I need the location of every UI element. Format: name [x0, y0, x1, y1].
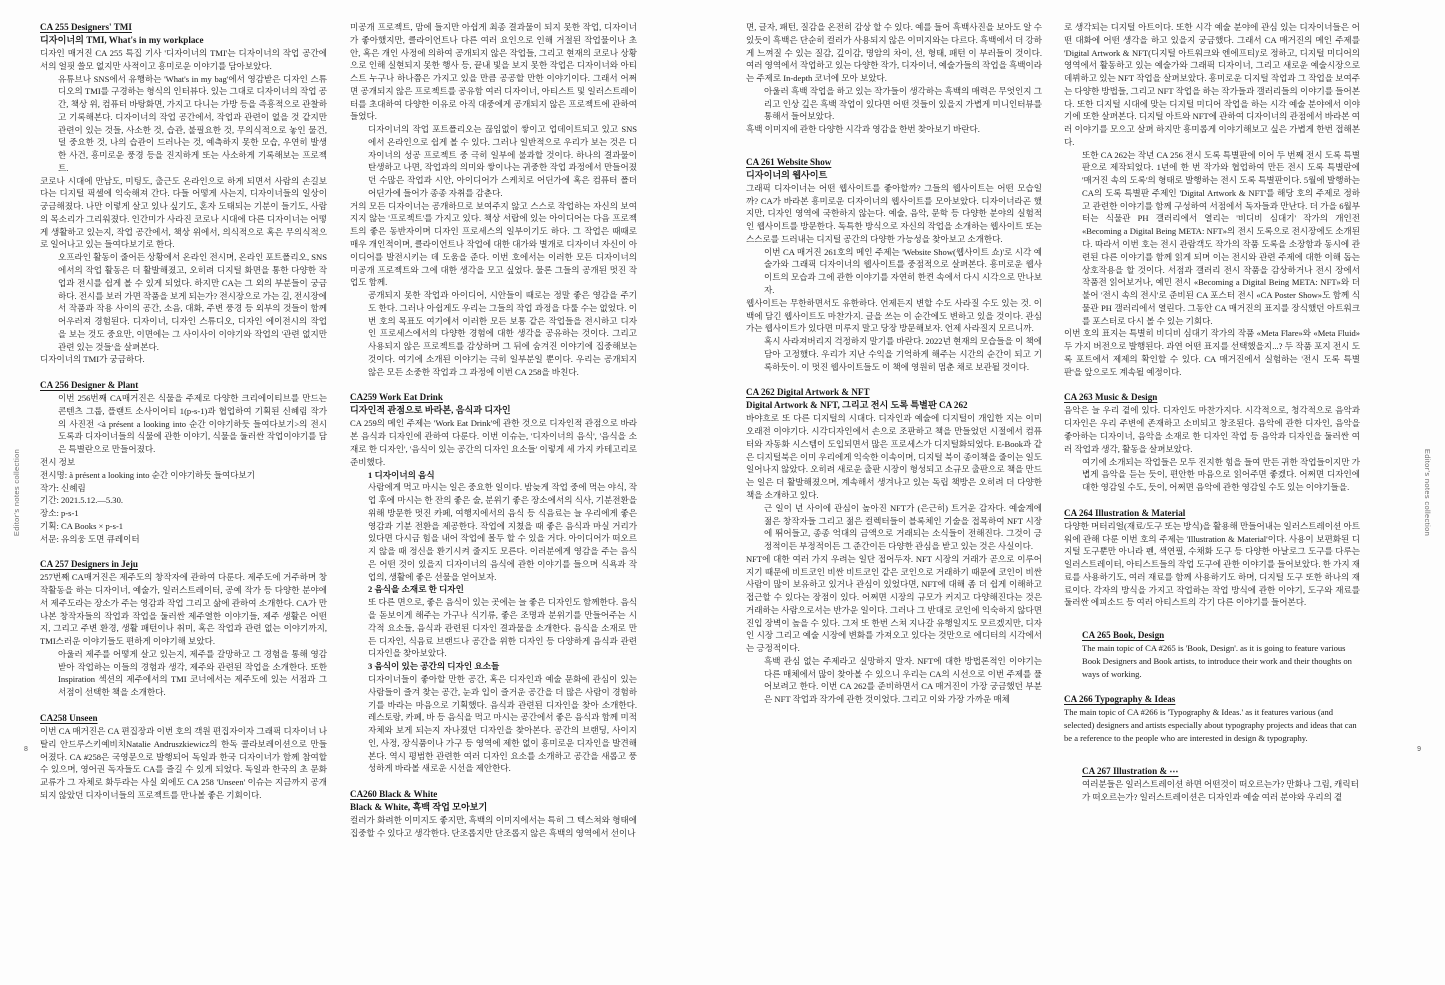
- running-label-right-text: Editor's notes collection: [1423, 448, 1433, 537]
- section-ca258-continued: [350, 21, 637, 378]
- section-ca258: [40, 712, 327, 802]
- spacer: [40, 699, 327, 712]
- page-verso: [0, 0, 722, 985]
- ca263-paragraph-2: 여기에 소개되는 작업들은 모두 진지한 힘을 들여 만든 귀한 작업들이지만 가볍게 음악을 듣는 듯이, 편안한 마음으로 읽어주면 좋겠다. 어쩌면 디자인에 대한 영감일 수도, 듯이, 어쩌면 음악에 관한 영감일 수도 있는 이야기들을.: [1082, 456, 1360, 493]
- spacer: [746, 136, 1042, 156]
- ca255-subheading: 디자이너의 TMI, What's in my workplace: [40, 35, 204, 45]
- ca256-exhibition-info-1: 전시명: à présent a looking into 순간 이야기하듯 들여다보기: [40, 469, 255, 480]
- folio-left: 8: [24, 746, 28, 753]
- ca255-paragraph-4: 오프라인 활동이 줄어든 상황에서 온라인 전시며, 온라인 포트폴리오, SNS에서의 작업 활동은 더 활발해졌고, 오히려 디지털 화면을 통한 다양한 작업과 전시를 쉽게 볼 수 있게 되었다. 하지만 CA는 그 외의 부분들이 궁금하다. 전시를 보러 가면 작품을 보게 되는가? 전시장으로 가는 길, 전시장에서 작품과 작용 사이의 공간, 소음, 대화, 주변 풍경 등 외부의 것들이 함께 어우러져 경험된다. 디자이너, 디자인 스튜디오, 디자인 에이전시의 작업을 보는 것도 중요만, 이면에는 그 사이사이 이야기와 작업의 '관련 없지만 관련 있는 것들'을 살펴본다.: [58, 252, 327, 352]
- ca264-heading: CA 264 Illustration & Material: [1064, 507, 1186, 518]
- ca259-item-3-heading: 3 음식이 있는 공간의 디자인 요소들: [368, 661, 500, 672]
- column-2: [350, 21, 660, 967]
- spacer: [746, 373, 1042, 386]
- section-ca264: [1064, 507, 1360, 609]
- ca255-heading: CA 255 Designers' TMI: [40, 22, 132, 32]
- ca263-heading: CA 263 Music & Design: [1064, 392, 1158, 403]
- folio-right: 9: [1417, 746, 1421, 753]
- ca259-paragraph-1: CA 259의 메인 주제는 'Work Eat Drink'에 관한 것으로 디자인적 관점으로 바라본 음식과 디자인에 관하여 다룬다. 이번 이슈는, '디자이너의 음식', '음식을 소재로 한 디자인', '음식이 있는 공간의 디자인 요소들' 이렇게 세 가지 카테고리로 준비했다.: [350, 418, 637, 467]
- ca262-paragraph-4: 흑백 관심 없는 주제라고 실망하지 말자. NFT에 대한 방법론적인 이야기는 다른 매체에서 많이 찾아볼 수 있으니 우리는 CA의 시선으로 이번 주제를 풀어보려고 한다. 이번 CA 262를 준비하면서 CA 매거진이 가장 궁금했던 부분은 NFT 작업과 작가에 관한 것이었다. 그리고 이와 가장 가까운 매체: [764, 655, 1042, 705]
- spacer: [40, 366, 327, 379]
- ca257-paragraph-1: 257번째 CA매거진은 제주도의 창작자에 관하여 다룬다. 제주도에 거주하며 창작활동을 하는 디자이너, 예술가, 일러스트레이터, 공예 작가 등 다양한 분야에서 제주도라는 장소가 주는 영감과 작업 그리고 삶에 관하여 소개한다. CA가 만나본 창작자들의 작업과 작업을 둘러싼 제주열한 이야기들, 제주 생활은 어떤지, 그리고 주변 환경, 생활 패턴이나 취미, 혹은 작업과 관련 없는 이야기까지, TMI스러운 이야기들도 편하게 이야기해 보았다.: [40, 572, 327, 647]
- ca260-paragraph-1: 컬러가 화려한 이미지도 좋지만, 흑백의 이미지에서는 특히 그 텍스쳐와 형태에 집중할 수 있다고 생각한다. 단조롭지만 단조롭지 않은 흑백의 영역에서 선이나: [350, 815, 637, 838]
- ca256-exhibition-info-0: 전시 정보: [40, 456, 76, 467]
- ca257-paragraph-2: 아울러 제주를 어떻게 살고 있는지, 제주를 갈망하고 그 경험을 통해 영감 받아 작업하는 이들의 경험과 생각, 제주와 관련된 작업을 소개한다. 또한 Inspiration 섹션의 제주에서의 TMI 코너에서는 제주도에 있는 서점과 그 서점이 선택한 책을 소개한다.: [58, 648, 327, 698]
- ca262-paragraph-1: 바야흐로 또 다른 디지털의 시대다. 디자인과 예술에 디지털이 개입한 지는 이미 오래전 이야기다. 시각디자인에서 손으로 조판하고 책을 만들었던 시절에서 컴퓨터와 자동화 시스템이 도입되면서 많은 프로세스가 디지털화되었다. E-Book과 같은 디지털북은 이미 우리에게 익숙한 이속이며, 디지털 북이 종이책을 줄이는 일도 일어나지 않았다. 오히려 새로운 출판 시장이 형성되고 소규모 출판으로 책을 만드는 일은 더 활발해졌으며, 계속해서 생겨나고 있는 독립 책방은 오히려 더 다양한 책을 소개하고 있다.: [746, 413, 1042, 500]
- ca260-continued-paragraph-1: 면, 글자, 패턴, 질감을 온전히 감상 할 수 있다. 예를 들어 흑백사진을 보아도 알 수 있듯이 흑백은 단순히 컬러가 사용되지 않은 이미지와는 다르다. 흑백에서 더 강하게 느껴질 수 있는 질감, 깊이감, 명암의 차이, 선, 형태, 패턴 이 부러들이 것이다. 여러 영역에서 작업하고 있는 다양한 작가, 디자이너, 예술가들의 작업을 흑백이라는 주제로 In-depth 코너에 모아 보았다.: [746, 22, 1042, 84]
- ca259-subheading: 디자인적 관점으로 바라본, 음식과 디자인: [350, 405, 511, 416]
- ca263-paragraph-1: 음악은 늘 우리 곁에 있다. 디자인도 마찬가지다. 시각적으로, 청각적으로 음악과 디자인은 우리 주변에 존재하고 소비되고 창조된다. 음악에 관한 디자인, 음악을 좋아하는 디자이너, 음악을 소재로 한 디자인 작업 등 음악과 디자인을 둘러싼 여러 작업과 생각, 활동을 살펴보았다.: [1064, 405, 1360, 454]
- ca262-continued-paragraph-1: 로 생각되는 디지털 아트이다. 또한 시각 예술 분야에 관심 있는 디자이너들은 어떤 대화에 어떤 생각을 하고 있을지 궁금했다. 그래서 CA 매거진의 메인 주제를 'Digital Artwork & NFT(디지털 아트워크와 엔에프티)'로 정하고, 디지털 미디어의 영역에서 활동하고 있는 예술가와 그래픽 디자이너, 그리고 새로운 예술시장으로 데뷔하고 있는 NFT 작업을 살펴보았다. 흥미로운 디지털 작업과 그 작업을 보여주는 다양한 방법들, 그리고 NFT 작업을 하는 작가들과 갤러리들의 이야기를 들어본다. 또한 디지털 시대에 맞는 디지털 미디어 작업을 하는 시각 예술 분야에서 이야기에 또한 살펴본다. 디지털 아트와 NFT에 관하여 디자이너의 관점에서 바라본 여러 이야기를 모으고 살펴 하지만 흥미롭게 이야기해보고 싶은 가볍게 한번 접해본다.: [1064, 22, 1360, 147]
- ca258-paragraph-1: 이번 CA 매거진은 CA 편집장과 이번 호의 객원 편집자이자 그래픽 디자이너 나탈리 안드루스키예비치Natalie Andruszkiewicz의 한독 콜라보레이션으로 만들어졌다. CA #258은 국영문으로 발행되어 독일과 한국 디자이너가 함께 참여할 수 있으며, 영어권 독자들도 CA를 즐길 수 있게 되었다. 독일과 한국의 초 문화 교류가 그 자체로 화두라는 사실 외에도 CA 258 'Unseen' 이슈는 지금까지 공개되지 않았던 디자이너들의 프로젝트를 만나볼 좋은 기회이다.: [40, 725, 327, 800]
- ca259-item-2-heading: 2 음식을 소재로 한 디자인: [368, 584, 464, 595]
- ca258-continued-paragraph-1: 미공개 프로젝트, 맘에 들지만 아쉽게 최종 결과물이 되지 못한 작업, 디자이너가 좋아했지만, 클라이언트나 다른 여러 요인으로 인해 거절된 작업물이나 초안, 혹은 개인 사정에 의하여 공개되지 않은 작업들, 그리고 현재의 코로나 상황으로 인해 실현되지 못한 행사 등, 끝내 빛을 보지 못한 작업은 디자이너와 아티스트 누구나 하나쯤은 가지고 있을 만큼 공공할 만한 이야기이다. 그래서 어쩌면 공개되지 않은 프로젝트를 공유함 여러 디자이너, 아티스트 및 일러스트레이터를 초대하여 다양한 이유로 아직 대중에게 공개되지 않은 프로젝트에 관하여 들었다.: [350, 22, 637, 122]
- section-ca262: [746, 386, 1042, 706]
- ca256-heading: CA 256 Designer & Plant: [40, 380, 139, 391]
- section-ca267: [1064, 765, 1360, 804]
- ca261-paragraph-1: 그래픽 디자이너는 어떤 웹사이트를 좋아할까? 그들의 웹사이트는 어떤 모습일까? CA가 바라본 흥미로운 디자이너의 웹사이트를 모아보았다. 디자이너라곤 했지만, 디자인 영역에 국한하지 않는다. 예술, 음악, 문학 등 다양한 분야의 실험적인 웹사이트를 방문한다. 독특한 방식으로 자신의 작업을 소개하는 웹사이트 또는 스스로를 드러내는 디지털 공간의 다양한 가능성을 찾아보고 소개한다.: [746, 182, 1042, 244]
- ca260-continued-paragraph-2: 아울러 흑백 작업을 하고 있는 작가들이 생각하는 흑백의 매력은 무엇인지 그리고 인상 깊은 흑백 작업이 있다면 어떤 것들이 있을지 가볍게 미니인터뷰를 통해서 들어보았다.: [764, 85, 1042, 122]
- ca261-subheading: 디자이너의 웹사이트: [746, 169, 828, 180]
- ca260-subheading: Black & White, 흑백 작업 모아보기: [350, 802, 488, 813]
- section-ca256: [40, 379, 327, 545]
- section-ca261: [746, 156, 1042, 373]
- ca267-heading: CA 267 Illustration & ⋯: [1082, 765, 1179, 776]
- page-recto: [722, 0, 1445, 985]
- spacer: [1064, 609, 1360, 629]
- ca262-continued-paragraph-2: 또한 CA 262는 작년 CA 256 전시 도록 특별판에 이어 두 번째 전시 도록 특별판으로 제작되었다. 1년에 한 번 작가와 협업하여 만든 전시 도록 특별란에 '매거진 속의 도록'의 형태로 발행하는 전시 도록 특별판이다. 5월에 발행하는 CA의 도록 특별판 주제인 'Digital Artwork & NFT'를 해당 호의 주제로 정하고 관련한 이야기를 함께 구성하여 서점에서 독자들과 만난다. 더 가을 6월부터는 식물관 PH 갤러리에서 열리는 '비디비 심대기' 작가의 개인전 «Becoming a Digital Being META: NFT»의 전시 도록으로 전시장에도 소개된다. 따라서 이번 호는 전시 관람객도 작가의 작품 도록을 소장함과 동시에 관련된 다른 이야기를 함께 읽게 되며 이는 전시와 관련 주제에 대한 이해 돕는 상호작용을 할 것이다. 서점과 갤러리 전시 작품을 감상하거나 전시 장에서 작품전 읽어보거나, 예민 전시 «Becoming a Digital Being META: NFT»와 더불어 '전시 속의 전시'로 준비된 CA 포스터 전시 «CA Poster Show»도 함께 식물관 PH 갤러리에서 열린다. 그동안 CA 매거진의 표지를 장식했던 아트워크를 포스터로 다시 볼 수 있는 기회다.: [1082, 149, 1360, 326]
- ca260-continued-paragraph-3: 흑백 이미지에 관한 다양한 시각과 영감을 한번 찾아보기 바란다.: [746, 124, 980, 135]
- ca262-subheading: Digital Artwork & NFT, 그리고 전시 도록 특별판 CA 262: [746, 400, 968, 411]
- spacer: [1064, 378, 1360, 391]
- ca255-paragraph-2: 유튜브나 SNS에서 유행하는 'What's in my bag'에서 영감받은 디자인 스튜디오의 TMI를 구경하는 형식의 인터뷰다. 있는 그대로 디자이너의 작업 공간, 책상 위, 컴퓨터 바탕화면, 가지고 다니는 가방 등을 즉흥적으로 관찰하고 기록해본다. 디자이너의 작업 공간에서, 작업과 관련이 없을 것 같지만 관련이 있는 것들, 사소한 것, 습관, 불필요한 것, 무의식적으로 놓인 물건, 덜 중요한 것, 나의 습관이 드러나는 것, 예측하지 못한 모습, 우연히 발생한 사건, 흥미로운 풍경 등을 진지하게 또는 사소하게 기록해보는 프로젝트.: [58, 73, 327, 173]
- ca255-paragraph-3: 코로나 시대에 만남도, 미팅도, 출근도 온라인으로 하게 되면서 사람의 손길보다는 디지털 픽셀에 익숙해져 간다. 다들 어떻게 사는지, 디자이너들의 일상이 궁금해졌다. 나만 이렇게 살고 있나 싶기도, 혼자 도태되는 기분이 들기도, 사람의 목소리가 그리워졌다. 인간미가 사라진 코로나 시대에 다른 디자이너는 어떻게 생활하고 있는지, 작업 공간에서, 책상 위에서, 의식적으로 혹은 무의식적으로 일어나고 있는 들여다보기로 한다.: [40, 175, 327, 250]
- ca256-exhibition-info-3: 기간: 2021.5.12.—5.30.: [40, 495, 123, 506]
- ca255-paragraph-1: 디자인 매거진 CA 255 특집 기사 '디자이너의 TMI'는 디자이너의 작업 공간에서의 얼핏 쓸모 없지만 사적이고 흥미로운 이야기를 담아보았다.: [40, 48, 327, 71]
- section-ca262-continued: [1064, 21, 1360, 378]
- spacer: [40, 545, 327, 558]
- ca256-exhibition-info-2: 작가: 신혜림: [40, 482, 86, 493]
- spacer: [350, 378, 637, 391]
- ca262-heading: CA 262 Digital Artwork & NFT: [746, 387, 870, 398]
- spacer: [1064, 494, 1360, 507]
- column-4: [1064, 21, 1382, 967]
- ca264-paragraph-1: 다양한 머터리얼(재료/도구 또는 방식)을 활용해 만들어내는 일러스트레이션 아트워에 관해 다룬 이번 호의 주제는 'Illustration & Material'이다. 사용이 보편화된 디지털 도구뿐만 아니라 펜, 색연필, 수채화 도구 등 다양한 아날로그 도구를 다루는 일러스트레이터, 아티스트들의 작업 도구에 관한 이야기를 들어보았다. 한 가지 재료를 사용하기도, 여러 재료를 함께 사용하기도 하며, 디지털 도구 또한 하나의 재료이다. 각자의 방식을 가지고 작업하는 작업 방식에 관한 이야기, 도구와 재료를 둘러싼 에피소드 등 여러 아티스트의 각기 다른 이야기를 들어본다.: [1064, 520, 1360, 608]
- column-3: [746, 21, 1064, 967]
- section-ca260: [350, 788, 637, 840]
- ca256-exhibition-info-6: 서문: 유의웅 도면 큐레이터: [40, 533, 140, 544]
- section-ca260-continued: [746, 21, 1042, 136]
- ca267-paragraph-1: 여러분들은 일러스트레이션 하면 어떤것이 떠오르는가? 만화나 그림, 캐릭터가 떠오르는가? 일러스트레이션은 디자인과 예술 여러 분야와 우리의 곁: [1082, 778, 1359, 802]
- section-ca266: [1064, 693, 1360, 744]
- section-ca257: [40, 558, 327, 699]
- spacer: [1064, 745, 1360, 765]
- ca255-paragraph-5: 디자이너의 TMI가 궁금하다.: [40, 354, 145, 365]
- ca256-paragraph-1: 이번 256번째 CA매거진은 식물을 주제로 다양한 크리에이티브를 만드는 콘텐츠 그룹, 플랜트 소사이어티 1(p-s-1)과 협업하여 기획된 신혜림 작가의 사진전 <à présent a looking into 순간 이야기하듯 들여다보기>의 전시 도록과 디자이너들의 식물에 관한 이야기, 식물을 둘러싼 작업이야기를 담은 특별란으로 만들어졌다.: [58, 393, 327, 455]
- ca257-heading: CA 257 Designers in Jeju: [40, 559, 138, 570]
- column-1: [40, 21, 350, 967]
- ca258-continued-paragraph-3: 거의 모든 디자이너는 공개하므로 보여주지 않고 스스로 작업하는 자신의 보여지지 않는 '프로젝트'를 가지고 있다. 책상 서랍에 있는 아이디어는 다음 프로젝트의 좋은 동반자이며 디자인 프로세스의 일부이기도 하다. 그 작업은 때때로 매우 개인적이며, 클라이언트나 작업에 대한 대가와 별개로 디자이너 자신이 아이디어를 발전시키는 데 도움을 준다. 이번 호에서는 이러한 모든 디자이너의 미공개 프로젝트와 그에 대한 생각을 모고 싶었다. 물론 그들의 공개된 멋진 작업도 함께.: [350, 200, 637, 288]
- ca261-heading: CA 261 Website Show: [746, 156, 832, 167]
- ca259-heading: CA259 Work Eat Drink: [350, 392, 443, 403]
- section-ca265: [1064, 629, 1360, 680]
- ca259-item-1-heading: 1 디자이너의 음식: [368, 469, 435, 480]
- ca261-paragraph-3: 웹사이트는 무한하면서도 유한하다. 언제든지 변할 수도 사라질 수도 있는 것. 이 백에 담긴 웹사이트도 마찬가지. 글을 쓰는 이 순간에도 변하고 있을 것이다. 관심 가는 웹사이트가 있다면 미루지 말고 당장 방문해보자. 언제 사라질지 모르니까.: [746, 297, 1042, 334]
- ca262-paragraph-3: NFT에 대한 여러 가지 우려는 일단 접어두자. NFT 시장의 거래가 곧으로 이루어지기 때문에 비트코인 비싼 비트코인 같은 코인으로 거래하기 때문에 코인이 비싼 사람이 많이 보유하고 있거나 관심이 있었다면, NFT에 대해 좀 더 쉽게 이해하고 접근할 수 있다는 장점이 있다. 어쩌면 시장의 규모가 커지고 다양해진다는 것은 거래하는 사람으로서는 반가운 일이다. 그러나 그 반대로 코인에 익숙하지 않다면 진입 장벽이 높을 수 있다. 그저 또 한번 스쳐 지나갈 유행일지도 모르겠지만, 디자인 시장 그리고 예술 시장에 변화를 가져오고 있다는 것만으로 에디터의 시각에서는 긍정적이다.: [746, 553, 1042, 654]
- ca258-continued-paragraph-4: 공개되지 못한 작업과 아이디어, 시안들이 때로는 정말 좋은 영감을 주기도 한다. 그러나 아쉽게도 우리는 그들의 작업 과정을 다룰 수는 없었다. 이번 호의 목표도 여기에서 이러한 모든 보통 같은 작업들을 전시하고 디자인 프로세스에서의 다양한 경험에 대한 생각을 공유하는 것이다. 그리고 사용되지 않은 프로젝트를 감상하며 그 뒤에 숨겨진 이야기에 집중해보는 것이다. 여기에 소개된 이야기는 극히 일부분일 뿐이다. 우리는 공개되지 않은 모든 소중한 작업과 그 과정에 이번 CA 258을 바친다.: [368, 290, 637, 377]
- ca258-continued-paragraph-2: 디자이너의 작업 포트폴리오는 끊임없이 쌓이고 업데이트되고 있고 SNS에서 온라인으로 쉽게 볼 수 있다. 그러나 일반적으로 우리가 보는 것은 디자이너의 성공 프로젝트 중 극히 일부에 불과할 것이다. 하나의 결과물이 탄생하고 나면, 작업과의 의미와 쌓이나는 귀중한 작업 과정에서 만들어졌던 수많은 작업과 시안, 아이디어가 스케치로 어딘가에 혹은 컴퓨터 폴더 어딘가에 들어가 종종 자취를 감춘다.: [368, 124, 637, 198]
- ca262-paragraph-2: 근 일이 년 사이에 관심이 높아진 NFT가 (은근히) 트거운 감자다. 예술계에 젊은 창작자들 그리고 젊은 컬렉터들이 블록체인 기술을 접목하여 NFT 시장에 뛰어들고, 종종 억대의 금액으로 거래되는 소식들이 전해진다. 그것이 긍정적이든 부정적이든 그 준간이든 다양한 관심을 받고 있는 것은 사실이다.: [764, 502, 1042, 552]
- ca262-continued-paragraph-3: 이번 호의 표지는 특별히 비디비 심대기 작가의 작품 «Meta Flare»와 «Meta Fluid» 두 가지 버전으로 발행된다. 과연 어떤 표지를 선택했을지...? 두 작품 포지 전시 도록 포트에서 제제의 확인할 수 있다. CA 매거진에서 실험하는 '전시 도록 특별판'을 앞으로도 계속될 예정이다.: [1064, 328, 1360, 377]
- running-label-left-text: Editor's notes collection: [12, 448, 22, 537]
- ca259-item-1-paragraph: 사람에게 먹고 마시는 일은 중요한 일이다. 밤늦게 작업 중에 먹는 야식, 작업 후에 마시는 한 잔의 좋은 술, 분위기 좋은 장소에서의 식사, 기분전환을 위해 방문한 멋진 카페, 여행지에서의 음식 등 식음료는 늘 우리에게 좋은 영감과 기분 전환을 제공한다. 작업에 지쳤을 때 좋은 음식과 마실 거리가 있다면 다시금 힘을 내어 작업에 몰두 할 수 있을 거다. 아이디어가 떠오르지 않을 때 정신을 환기시켜 줄지도 모른다. 이러분에게 영감을 주는 음식은 어떤 것이 있을지 디자이너의 음식에 관한 이야기를 들으며 식욕과 작업의, 생활에 좋은 선물을 얻어보자.: [368, 482, 637, 582]
- ca265-paragraph-1: The main topic of CA #265 is 'Book, Design'. as it is going to feature various Book Designers and Book artists, to introduce their work and their thoughts on ways of working.: [1082, 643, 1352, 679]
- section-ca255: [40, 21, 327, 366]
- spacer: [350, 775, 637, 788]
- ca266-paragraph-1: The main topic of CA #266 is 'Typography & Ideas.' as it features various (and selected) designers and artists especially about typography projects and ideas that can be a reference to the people who are interested in design & typography.: [1064, 707, 1357, 743]
- section-ca263: [1064, 391, 1360, 493]
- ca261-paragraph-2: 이번 CA 매거진 261호의 메인 주제는 'Website Show(웹사이트 쇼)'로 시각 예술가와 그래픽 디자이너의 웹사이트를 중점적으로 살펴본다. 흥미로운 웹사이트의 모습과 그에 관한 이야기를 자연히 한켠 속에서 다시 시각으로 만나보자.: [764, 246, 1042, 296]
- ca256-exhibition-info-5: 기획: CA Books × p-s-1: [40, 520, 124, 531]
- ca256-exhibition-info-4: 장소: p-s-1: [40, 508, 79, 519]
- ca260-heading: CA260 Black & White: [350, 789, 438, 800]
- ca258-heading: CA258 Unseen: [40, 712, 98, 723]
- ca261-paragraph-4: 혹시 사라져버리지 걱정하지 말기를 바란다. 2022년 현재의 모습들을 이 책에 담아 고정했다. 우리가 지난 수익을 기억하게 해주는 시간의 순간이 되고 기록하듯이. 이 멋진 웹사이트들도 이 책에 영원히 멈춘 채로 보관될 것이다.: [764, 336, 1042, 372]
- section-ca259: [350, 391, 637, 775]
- ca259-item-3-paragraph: 디자이너들이 좋아할 만한 공간, 혹은 디자인과 예술 문화에 관심이 있는 사람들이 즐겨 찾는 공간, 눈과 입이 즐거운 공간을 더 많은 사람이 경험하기를 바라는 마음으로 기획했다. 음식과 관련된 디자인을 찾아 소개한다. 레스토랑, 카페, 바 등 음식을 먹고 마시는 공간에서 좋은 음식과 함께 미적 자체와 보게 되는지 자나졌던 디자인을 찾아본다. 공간의 브랜딩, 사이지인, 사정, 장식품이나 가구 등 영역에 제한 없이 흥미로운 디자인을 발견해 본다. 역시 평범한 관련한 여러 디자인 요소를 소개하고 공간을 새롭고 풍성하게 바라볼 새로운 시선을 제안한다.: [368, 673, 637, 774]
- spacer: [1064, 680, 1360, 693]
- ca259-item-2-paragraph: 또 다른 면으로, 좋은 음식이 있는 곳에는 늘 좋은 디자인도 함께한다. 음식을 돋보이게 해주는 가구나 식기류, 좋은 조명과 분위기를 만들어주는 시각적 요소들, 음식과 관련된 디자인 결과물을 소개한다. 음식을 소재로 만든 디자인, 식음료 브랜드나 공간을 위한 디자인 등 다양하게 음식과 관련 디자인을 찾아보았다.: [368, 597, 637, 659]
- ca266-heading: CA 266 Typography & Ideas: [1064, 694, 1176, 705]
- ca265-heading: CA 265 Book, Design: [1082, 630, 1165, 641]
